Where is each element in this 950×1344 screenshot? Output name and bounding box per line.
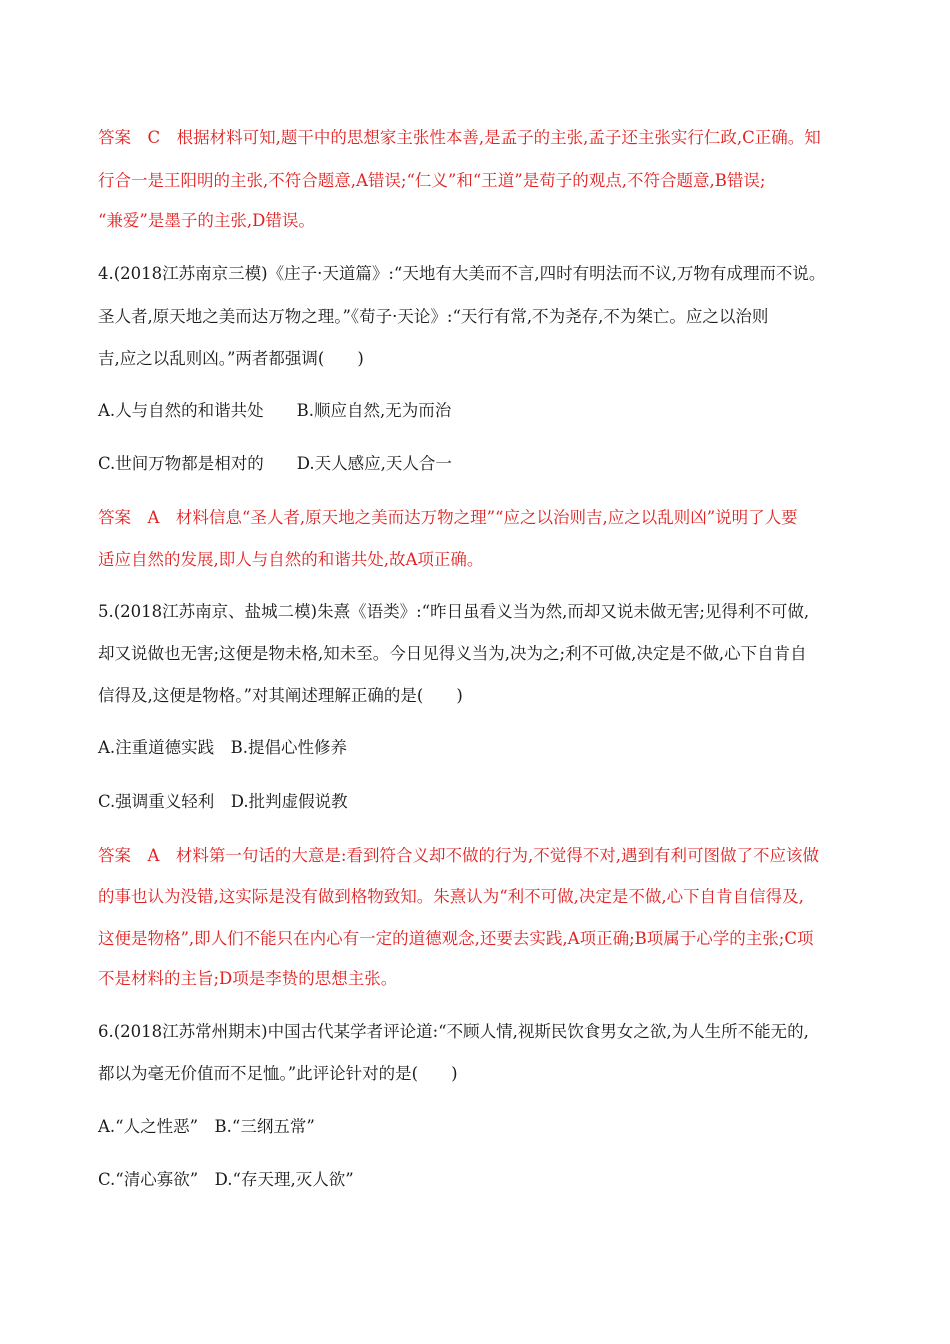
question-6-line-2: 都以为毫无价值而不足恤。”此评论针对的是( ) — [98, 1064, 458, 1083]
question-4-line-2: 圣人者,原天地之美而达万物之理。”《荀子·天论》:“天行有常,不为尧存,不为桀亡。应之以治则 — [98, 307, 769, 326]
question-5-line-1: 5.(2018江苏南京、盐城二模)朱熹《语类》:“昨日虽看义当为然,而却又说未做无害;见得利不可做, — [98, 602, 810, 621]
answer-4-line-1: 答案 A 材料信息“圣人者,原天地之美而达万物之理”“应之以治则吉,应之以乱则凶”说明了人要 — [98, 508, 798, 527]
answer-4-line-2: 适应自然的发展,即人与自然的和谐共处,故A项正确。 — [98, 550, 484, 569]
answer-5-line-1: 答案 A 材料第一句话的大意是:看到符合义却不做的行为,不觉得不对,遇到有利可图做了不应该做 — [98, 846, 819, 865]
question-6-option-cd: C.“清心寡欲” D.“存天理,灭人欲” — [98, 1170, 354, 1189]
question-5-line-2: 却又说做也无害;这便是物未格,知未至。今日见得义当为,决为之;利不可做,决定是不做,心下自肯自 — [98, 644, 807, 663]
question-6-option-ab: A.“人之性恶” B.“三纲五常” — [98, 1117, 315, 1136]
question-5-option-ab: A.注重道德实践 B.提倡心性修养 — [98, 738, 348, 757]
answer-5-line-3: 这便是物格”,即人们不能只在内心有一定的道德观念,还要去实践,A项正确;B项属于心学的主张;C项 — [98, 929, 814, 948]
answer-3-line-1: 答案 C 根据材料可知,题干中的思想家主张性本善,是孟子的主张,孟子还主张实行仁政,C正确。知 — [98, 128, 821, 147]
question-4-option-cd: C.世间万物都是相对的 D.天人感应,天人合一 — [98, 454, 452, 473]
question-4-line-3: 吉,应之以乱则凶。”两者都强调( ) — [98, 349, 364, 368]
question-6-line-1: 6.(2018江苏常州期末)中国古代某学者评论道:“不顾人情,视斯民饮食男女之欲,为人生所不能无的, — [98, 1022, 809, 1041]
answer-5-line-2: 的事也认为没错,这实际是没有做到格物致知。朱熹认为“利不可做,决定是不做,心下自肯自信得及, — [98, 887, 804, 906]
question-4-option-ab: A.人与自然的和谐共处 B.顺应自然,无为而治 — [98, 401, 452, 420]
question-5-line-3: 信得及,这便是物格。”对其阐述理解正确的是( ) — [98, 686, 463, 705]
question-5-option-cd: C.强调重义轻利 D.批判虚假说教 — [98, 792, 348, 811]
answer-3-line-3: “兼爱”是墨子的主张,D错误。 — [98, 211, 315, 230]
question-4-line-1: 4.(2018江苏南京三模)《庄子·天道篇》:“天地有大美而不言,四时有明法而不议,万物有成理而不说。 — [98, 264, 826, 283]
answer-5-line-4: 不是材料的主旨;D项是李贽的思想主张。 — [98, 969, 398, 988]
answer-3-line-2: 行合一是王阳明的主张,不符合题意,A错误;“仁义”和“王道”是荀子的观点,不符合题意,B错误; — [98, 171, 766, 190]
